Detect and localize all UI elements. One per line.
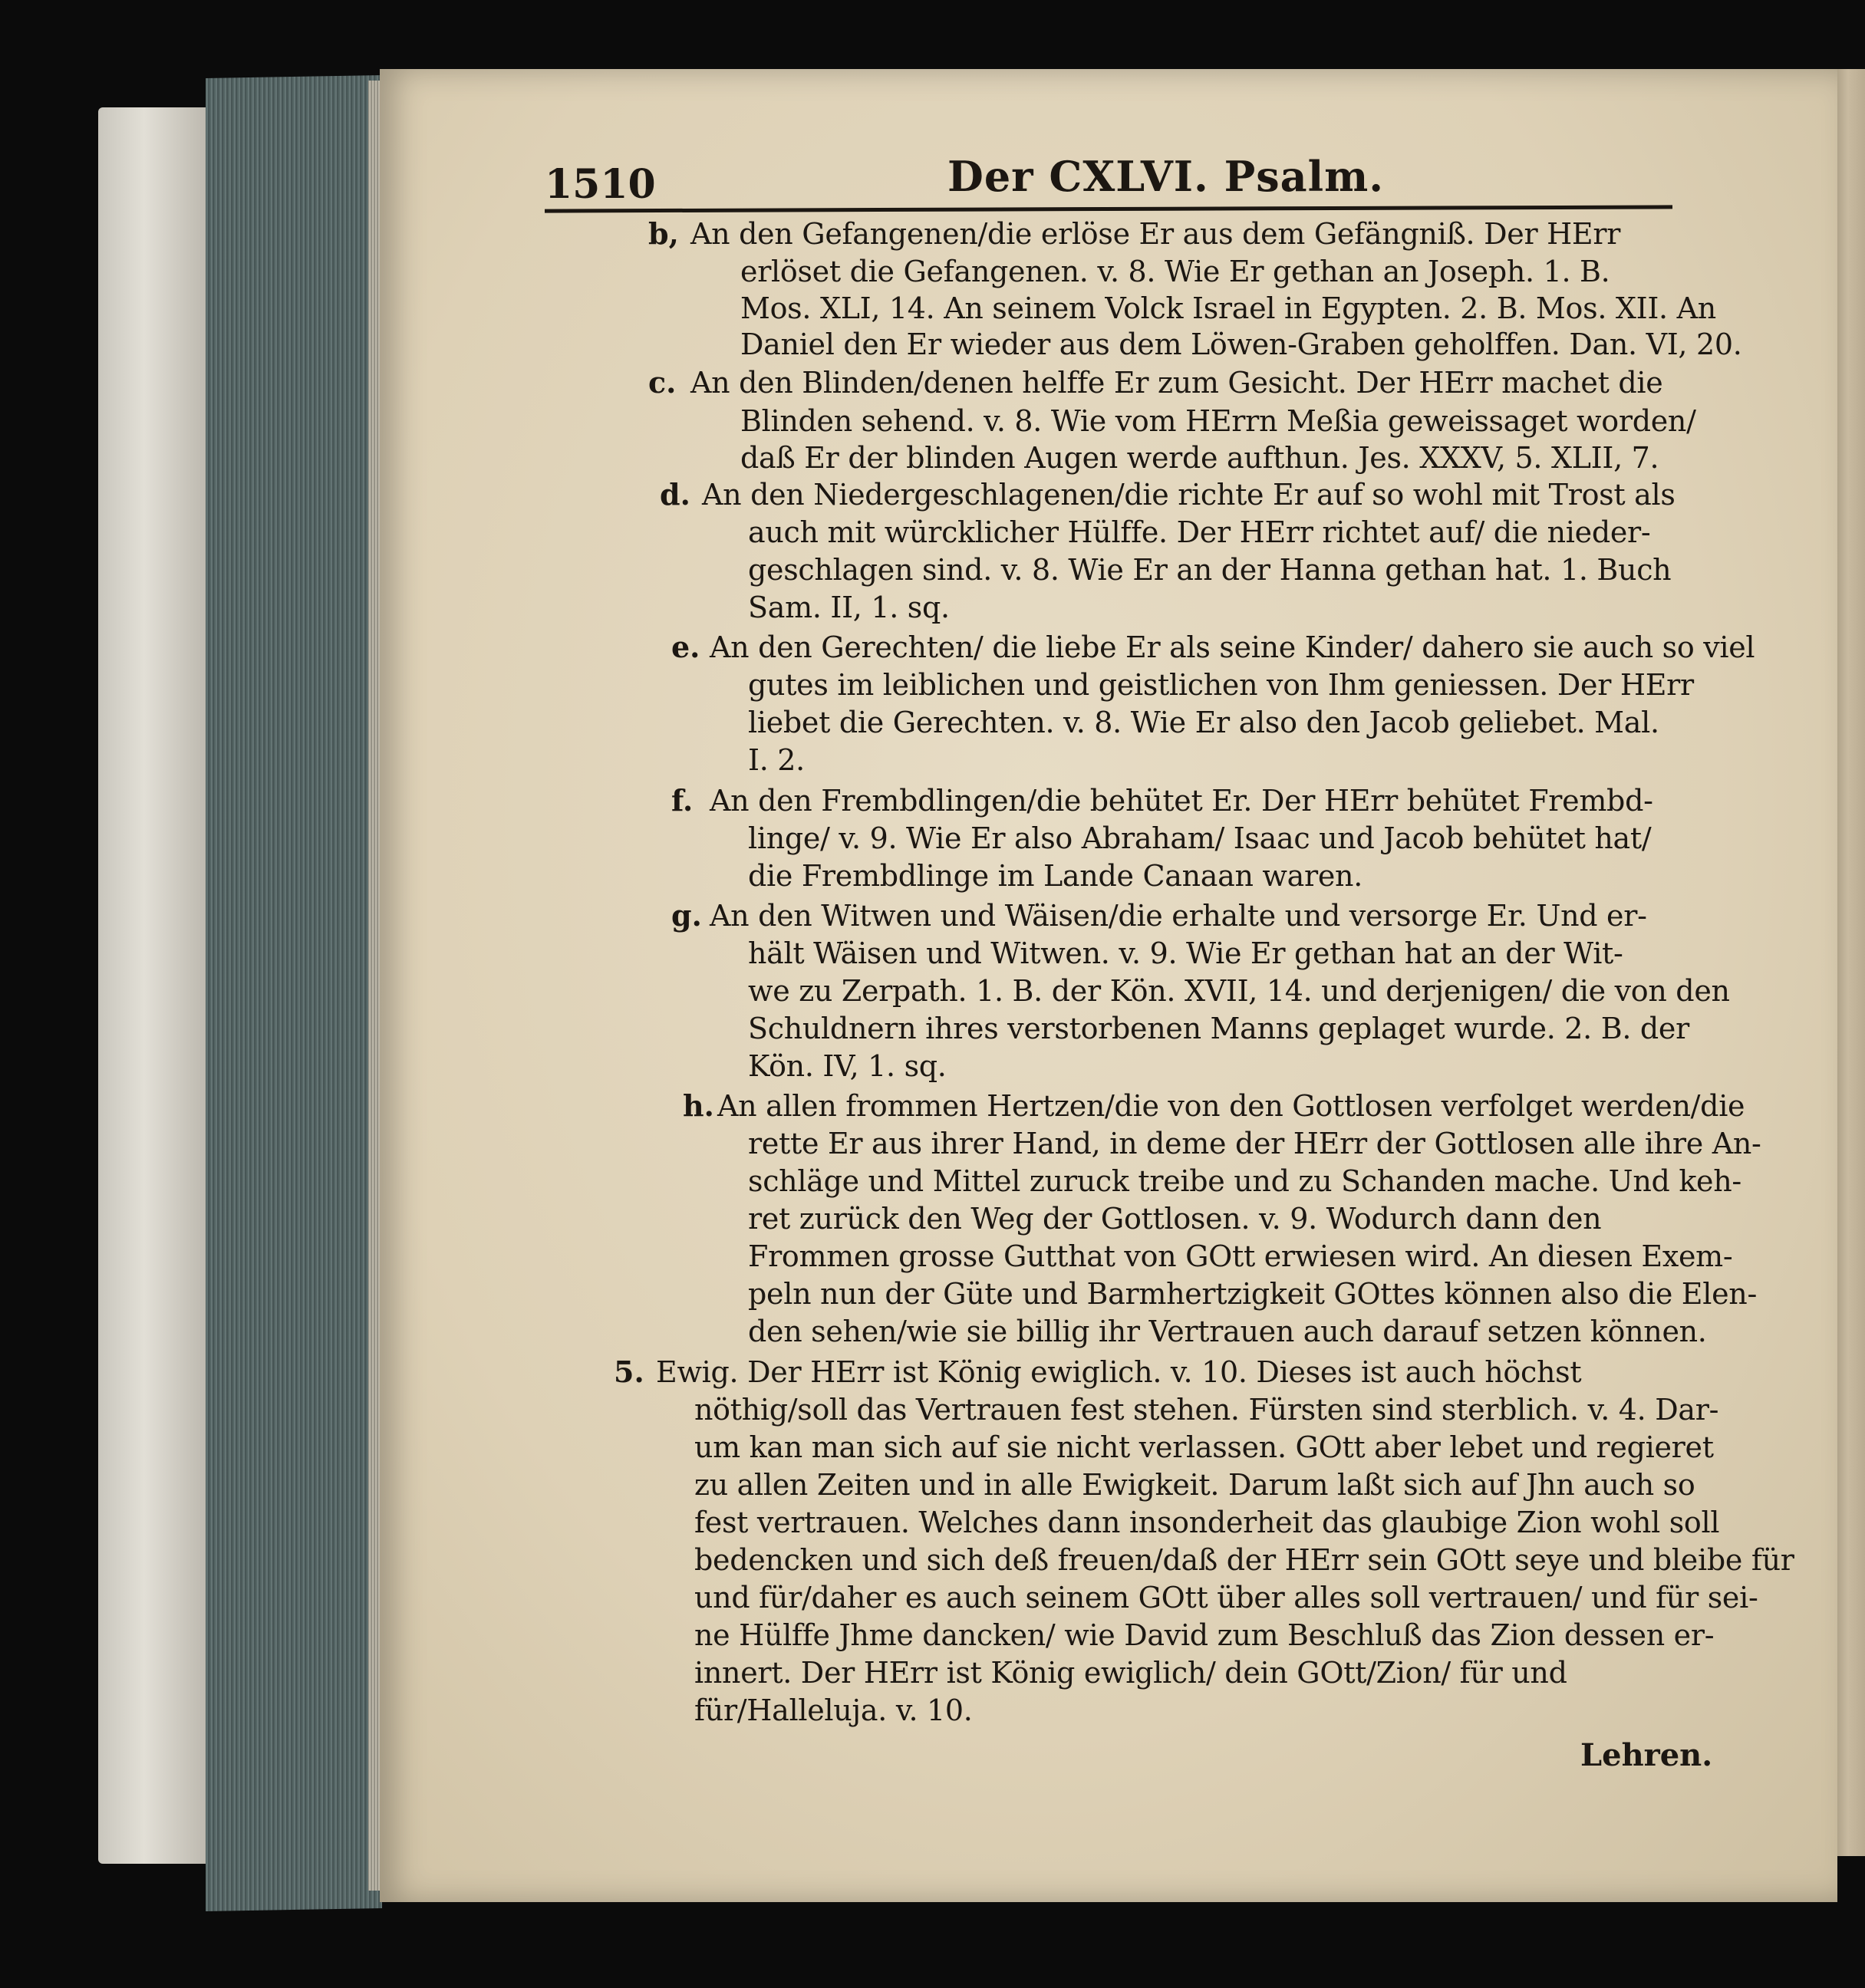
text-line: Frommen grosse Gutthat von GOtt erwiesen wird. An diesen Exem- (748, 1239, 1733, 1273)
text-line: An den Gefangenen/die erlöse Er aus dem Gefängniß. Der HErr (690, 217, 1621, 251)
item-marker: h. (683, 1088, 714, 1123)
text-line: Blinden sehend. v. 8. Wie vom HErrn Meßia geweissaget worden/ (740, 404, 1696, 438)
running-heading: Der CXLVI. Psalm. (947, 152, 1385, 201)
heading-rule (545, 205, 1672, 212)
text-line: ne Hülffe Jhme dancken/ wie David zum Beschluß das Zion dessen er- (694, 1618, 1715, 1652)
page-number: 1510 (545, 161, 656, 208)
text-line: liebet die Gerechten. v. 8. Wie Er also den Jacob geliebet. Mal. (748, 706, 1659, 739)
text-line: Kön. IV, 1. sq. (748, 1049, 947, 1083)
text-line: gutes im leiblichen und geistlichen von Ihm geniessen. Der HErr (748, 668, 1694, 702)
text-line: Ewig. Der HErr ist König ewiglich. v. 10. Dieses ist auch höchst (656, 1355, 1582, 1389)
item-marker: c. (648, 365, 677, 400)
text-line: An den Witwen und Wäisen/die erhalte und versorge Er. Und er- (710, 899, 1647, 933)
book-page (380, 69, 1837, 1902)
text-line: An den Gerechten/ die liebe Er als seine Kinder/ dahero sie auch so viel (710, 630, 1755, 664)
text-line: nöthig/soll das Vertrauen fest stehen. Fürsten sind sterblich. v. 4. Dar- (694, 1393, 1719, 1427)
text-line: rette Er aus ihrer Hand, in deme der HErr der Gottlosen alle ihre An- (748, 1127, 1761, 1160)
text-line: Sam. II, 1. sq. (748, 591, 950, 624)
text-line: peln nun der Güte und Barmhertzigkeit GOttes können also die Elen- (748, 1277, 1758, 1311)
text-line: Daniel den Er wieder aus dem Löwen-Graben geholffen. Dan. VI, 20. (740, 327, 1742, 361)
text-line: für/Halleluja. v. 10. (694, 1693, 973, 1727)
text-line: und für/daher es auch seinem GOtt über alles soll vertrauen/ und für sei- (694, 1581, 1758, 1614)
text-line: An den Blinden/denen helffe Er zum Gesicht. Der HErr machet die (690, 366, 1663, 400)
text-line: An den Frembdlingen/die behütet Er. Der HErr behütet Frembd- (710, 784, 1653, 818)
book-cover (98, 107, 213, 1864)
text-line: daß Er der blinden Augen werde aufthun. Jes. XXXV, 5. XLII, 7. (740, 441, 1659, 475)
text-line: we zu Zerpath. 1. B. der Kön. XVII, 14. und derjenigen/ die von den (748, 974, 1730, 1008)
text-line: um kan man sich auf sie nicht verlassen. GOtt aber lebet und regieret (694, 1430, 1714, 1464)
text-line: An allen frommen Hertzen/die von den Gottlosen verfolget werden/die (717, 1089, 1745, 1123)
text-line: Schuldnern ihres verstorbenen Manns geplaget wurde. 2. B. der (748, 1012, 1689, 1045)
item-marker: b, (648, 216, 679, 251)
text-line: Mos. XLI, 14. An seinem Volck Israel in Egypten. 2. B. Mos. XII. An (740, 291, 1716, 325)
page-text (380, 69, 1837, 1902)
text-line: fest vertrauen. Welches dann insonderheit das glaubige Zion wohl soll (694, 1506, 1720, 1539)
text-line: geschlagen sind. v. 8. Wie Er an der Hanna gethan hat. 1. Buch (748, 553, 1672, 587)
item-marker: e. (671, 630, 700, 664)
item-marker: 5. (614, 1354, 644, 1389)
item-marker: d. (660, 477, 690, 512)
item-marker: g. (671, 898, 702, 933)
text-line: auch mit würcklicher Hülffe. Der HErr richtet auf/ die nieder- (748, 515, 1651, 549)
text-line: schläge und Mittel zuruck treibe und zu Schanden mache. Und keh- (748, 1164, 1741, 1198)
text-line: hält Wäisen und Witwen. v. 9. Wie Er gethan hat an der Wit- (748, 936, 1623, 970)
text-line: ret zurück den Weg der Gottlosen. v. 9. Wodurch dann den (748, 1202, 1602, 1236)
text-line: erlöset die Gefangenen. v. 8. Wie Er gethan an Joseph. 1. B. (740, 255, 1610, 288)
text-line: An den Niedergeschlagenen/die richte Er auf so wohl mit Trost als (702, 478, 1676, 512)
page-block-edge (206, 75, 382, 1911)
text-line: innert. Der HErr ist König ewiglich/ dein GOtt/Zion/ für und (694, 1656, 1567, 1690)
text-line: zu allen Zeiten und in alle Ewigkeit. Darum laßt sich auf Jhn auch so (694, 1468, 1695, 1502)
text-line: linge/ v. 9. Wie Er also Abraham/ Isaac und Jacob behütet hat/ (748, 821, 1652, 855)
text-line: den sehen/wie sie billig ihr Vertrauen auch darauf setzen können. (748, 1315, 1707, 1348)
text-line: I. 2. (748, 743, 805, 777)
item-marker: f. (671, 783, 694, 818)
text-line: die Frembdlinge im Lande Canaan waren. (748, 859, 1363, 893)
catchword: Lehren. (1580, 1737, 1713, 1773)
text-line: bedencken und sich deß freuen/daß der HErr sein GOtt seye und bleibe für (694, 1543, 1794, 1577)
